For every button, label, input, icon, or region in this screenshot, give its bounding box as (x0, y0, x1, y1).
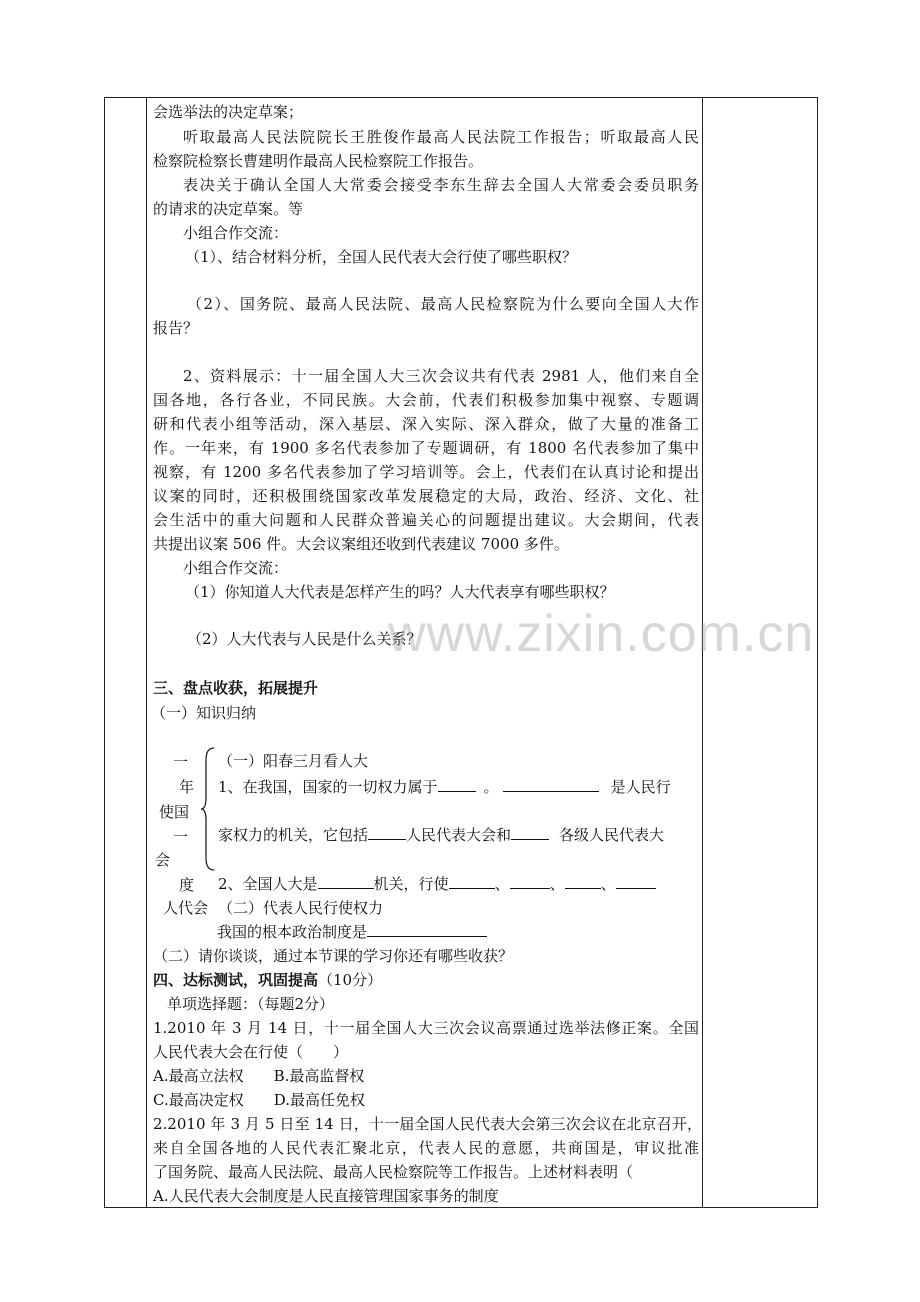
text-line: 会选举法的决定草案； (153, 103, 304, 121)
question-line: （2）、国务院、最高人民法院、最高人民检察院为什么要向全国人大作 (187, 295, 699, 313)
text-line: 听取最高人民法院院长王胜俊作最高人民法院工作报告；听取最高人民 (183, 128, 699, 146)
answer-blank[interactable] (449, 874, 495, 889)
blank-text: 是人民行 (610, 778, 671, 796)
blank-text: 机关，行使 (373, 875, 449, 893)
text-line: 共提出议案 506 件。大会议案组还收到代表建议 7000 多件。 (153, 535, 569, 553)
text-line: 小组合作交流： (183, 224, 289, 242)
side-label: 一 (173, 828, 189, 846)
text-line: 研和代表小组等活动，深入基层、深入实际、深入群众，做了大量的准备工 (153, 415, 699, 433)
answer-blank[interactable] (503, 777, 599, 792)
blank-text: 人民代表大会和 (406, 826, 512, 844)
answer-blank[interactable] (616, 874, 656, 889)
outline-item: （二）代表人民行使权力 (218, 899, 384, 917)
answer-blank[interactable] (367, 922, 487, 937)
text-line: 的请求的决定草案。等 (153, 200, 304, 218)
option-line: A.最高立法权 B.最高监督权 (153, 1067, 365, 1085)
brace-icon (200, 746, 216, 872)
blank-text: 。 (483, 778, 499, 796)
subsection-heading: （一）知识归纳 (151, 704, 257, 722)
blank-text: 1、在我国，国家的一切权力属于 (218, 778, 438, 796)
question-line: （1）、结合材料分析，全国人民代表大会行使了哪些职权？ (185, 248, 578, 266)
question-line: 2.2010 年 3 月 5 日至 14 日，十一届全国人民代表大会第三次会议在北京召开， (153, 1115, 702, 1133)
question-line: （1）你知道人大代表是怎样产生的吗？人大代表享有哪些职权？ (185, 583, 615, 601)
text-line: 作。一年来，有 1900 多名代表参加了专题调研，有 1800 名代表参加了集中 (153, 439, 699, 457)
option-line: C.最高决定权 D.最高任免权 (153, 1091, 365, 1109)
section-heading: 四、达标测试，巩固提高 (153, 971, 319, 989)
text-line: 检察院检察长曹建明作最高人民检察院工作报告。 (153, 152, 484, 170)
fill-blank-line (217, 920, 487, 944)
question-line: 了国务院、最高人民法院、最高人民检察院等工作报告。上述材料表明（ (153, 1163, 634, 1181)
blank-text: 家权力的机关，它包括 (218, 826, 369, 844)
watermark-text: www.zixin.com.cn (388, 605, 815, 663)
side-label: 一 (173, 753, 189, 771)
section-heading-row (153, 968, 382, 992)
section-heading: 三、盘点收获，拓展提升 (153, 679, 319, 697)
text-line: 会生活中的重大问题和人民群众普遍关心的问题提出建议。大会期间，代表 (153, 511, 699, 529)
text-line: 国各地，各行各业，不同民族。大会前，代表们积极参加集中视察、专题调 (153, 391, 699, 409)
answer-blank[interactable] (318, 874, 374, 889)
blank-text: 、 (549, 875, 565, 893)
side-label: 会 (155, 851, 171, 869)
side-label: 度 (179, 876, 195, 894)
blank-text: 2、全国人大是 (218, 875, 318, 893)
blank-text: 、 (600, 875, 616, 893)
blank-text: 我国的根本政治制度是 (217, 923, 368, 941)
section-points: （10分） (318, 971, 383, 989)
option-line: A.人民代表大会制度是人民直接管理国家事务的制度 (153, 1187, 499, 1205)
side-label: 人代会 (163, 899, 209, 917)
fill-blank-line (218, 872, 656, 896)
answer-blank[interactable] (510, 874, 550, 889)
question-line: 人民代表大会在行使（ ） (153, 1043, 349, 1061)
blank-text: 、 (494, 875, 510, 893)
answer-blank[interactable] (511, 825, 549, 840)
answer-blank[interactable] (565, 874, 601, 889)
text-line: 议案的同时，还积极围绕国家改革发展稳定的大局，政治、经济、文化、社 (153, 487, 699, 505)
text-line: 单项选择题：（每题2分） (167, 995, 335, 1013)
question-line: 来自全国各地的人民代表汇聚北京，代表人民的意愿，共商国是，审议批准 (153, 1139, 699, 1157)
answer-blank[interactable] (438, 777, 476, 792)
answer-blank[interactable] (368, 825, 406, 840)
side-label: 年 (179, 778, 195, 796)
outline-item: （一）阳春三月看人大 (218, 752, 369, 770)
question-line: 1.2010 年 3 月 14 日，十一届全国人大三次会议高票通过选举法修正案。全国 (153, 1019, 699, 1037)
fill-blank-line (218, 775, 671, 799)
side-label: 使国 (159, 803, 190, 821)
question-line: （2）人大代表与人民是什么关系？ (187, 630, 422, 648)
text-line: 2、资料展示：十一届全国人大三次会议共有代表 2981 人，他们来自全 (183, 367, 699, 385)
text-line: 视察，有 1200 多名代表参加了学习培训等。会上，代表们在认真讨论和提出 (153, 463, 699, 481)
question-line: 报告？ (153, 319, 199, 337)
text-line: 小组合作交流： (183, 559, 289, 577)
blank-text: 各级人民代表大 (559, 826, 665, 844)
subsection-heading: （二）请你谈谈，通过本节课的学习你还有哪些收获？ (153, 947, 514, 965)
fill-blank-line (218, 823, 664, 847)
text-line: 表决关于确认全国人大常委会接受李东生辞去全国人大常委会委员职务 (183, 176, 699, 194)
